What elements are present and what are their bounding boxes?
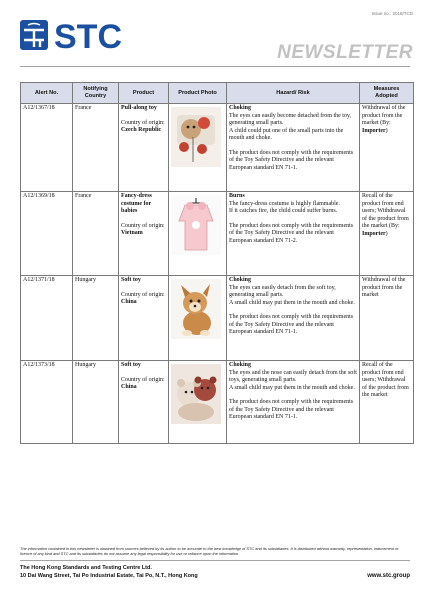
hazard-description: The eyes can easily detach from the soft toy, generating small parts. [229, 284, 336, 298]
pull-along-toy-photo [171, 107, 221, 167]
compliance-note: The product does not comply with the requirements of the Toy Safety Directive and the relevant European standard EN 71-1. [229, 149, 354, 171]
notifying-country: Hungary [73, 361, 119, 444]
hazard-description: The fancy-dress costume is highly flammable. [229, 200, 340, 207]
alert-no: A12/1369/18 [21, 192, 73, 276]
col-product: Product [119, 83, 169, 104]
alert-no: A12/1367/18 [21, 104, 73, 192]
hazard-description: A small child may put them in the mouth and choke. [229, 299, 355, 306]
hazard-title: Choking [229, 105, 252, 111]
alerts-table [20, 82, 414, 444]
hazard-title: Choking [229, 277, 252, 283]
alert-no: A12/1373/18 [21, 361, 73, 444]
hazard-description: A small child may put them in the mouth and choke. [229, 384, 355, 391]
measures-text: Withdrawal of the product from the market (By: [362, 105, 406, 126]
compliance-note: The product does not comply with the requirements of the Toy Safety Directive and the relevant European standard EN 71-2. [229, 222, 354, 244]
measures-cell [360, 192, 414, 276]
hazard-description: The eyes and the nose can easily detach from the soft toys, generating small parts. [229, 369, 357, 383]
measures-cell [360, 361, 414, 444]
table-row [21, 361, 414, 444]
footer-company-block [20, 565, 198, 580]
compliance-note: The product does not comply with the requirements of the Toy Safety Directive and the relevant European standard EN 71-1. [229, 399, 354, 420]
col-measures-adopted: Measures Adopted [360, 83, 414, 104]
brand-name: STC [54, 20, 122, 52]
product-cell [119, 192, 169, 276]
table-row [21, 104, 414, 192]
hazard-cell [227, 361, 360, 444]
footer-disclaimer: The information contained in this newsletter is obtained from sources believed by its author to be accurate to the best knowledge of STC and its subsidiaries. It is distributed without warranty, representation, inducement or licence of any kind and STC and its subsidiaries do not assume any legal responsibility for use or reliance upon the information. [20, 546, 399, 557]
company-name: The Hong Kong Standards and Testing Centre Ltd. [20, 565, 152, 571]
issue-number: Issue no.: 2018/TCD [371, 11, 413, 16]
product-name: Fancy-dress costume for babies [121, 193, 152, 214]
origin-label: Country of origin: [121, 291, 165, 298]
website-link[interactable]: www.stc.group [367, 573, 410, 579]
col-notifying-country: Notifying Country [73, 83, 119, 104]
table-row [21, 276, 414, 361]
notifying-country: France [73, 192, 119, 276]
footer-divider [20, 560, 410, 561]
origin-label: Country of origin: [121, 222, 165, 229]
col-hazard-risk: Hazard/ Risk [227, 83, 360, 104]
col-product-photo: Product Photo [169, 83, 227, 104]
hazard-cell [227, 192, 360, 276]
product-name: Pull-along toy [121, 105, 157, 111]
origin-label: Country of origin: [121, 376, 165, 383]
photo-cell [169, 104, 227, 192]
measures-close: ) [385, 230, 388, 237]
origin-country: China [121, 299, 137, 305]
notifying-country: Hungary [73, 276, 119, 361]
origin-country: Czech Republic [121, 127, 162, 133]
hazard-title: Choking [229, 362, 252, 368]
product-name: Soft toy [121, 362, 141, 368]
header-divider [20, 66, 410, 67]
notifying-country: France [73, 104, 119, 192]
hazard-description: If it catches fire, the child could suffer burns. [229, 208, 338, 214]
stc-logo [20, 20, 170, 52]
measures-text: Recall of the product from end users; Withdrawal of the product from the market (By: [362, 193, 409, 229]
hazard-cell [227, 276, 360, 361]
product-cell [119, 104, 169, 192]
measures-text: Withdrawal of the product from the market [362, 277, 406, 298]
alert-no: A12/1371/18 [21, 276, 73, 361]
soft-toy-bears-photo [171, 364, 221, 424]
measures-cell [360, 276, 414, 361]
hazard-title: Burns [229, 193, 245, 199]
measures-by: Importer [362, 127, 386, 134]
measures-by: Importer [362, 230, 386, 237]
hazard-cell [227, 104, 360, 192]
hazard-description: A child could put one of the small parts into the mouth and choke. [229, 127, 344, 141]
measures-close: ) [385, 127, 388, 134]
origin-label: Country of origin: [121, 119, 165, 126]
origin-country: Vietnam [121, 230, 143, 236]
product-cell [119, 361, 169, 444]
fancy-dress-costume-photo [171, 195, 221, 255]
measures-text: Recall of the product from end users; Withdrawal of the product from the market [362, 362, 409, 398]
photo-cell [169, 276, 227, 361]
photo-cell [169, 361, 227, 444]
origin-country: China [121, 384, 137, 390]
hazard-description: The eyes can easily become detached from the toy, generating small parts. [229, 112, 352, 126]
company-address: 10 Dai Wang Street, Tai Po Industrial Estate, Tai Po, N.T., Hong Kong [20, 572, 198, 579]
soft-toy-dog-photo [171, 279, 221, 339]
compliance-note: The product does not comply with the requirements of the Toy Safety Directive and the relevant European standard EN 71-1. [229, 314, 354, 335]
col-alert-no: Alert No. [21, 83, 73, 104]
product-cell [119, 276, 169, 361]
table-row [21, 192, 414, 276]
measures-cell [360, 104, 414, 192]
photo-cell [169, 192, 227, 276]
newsletter-title: NEWSLETTER [277, 42, 413, 63]
product-name: Soft toy [121, 277, 141, 283]
table-header-row [21, 83, 414, 104]
